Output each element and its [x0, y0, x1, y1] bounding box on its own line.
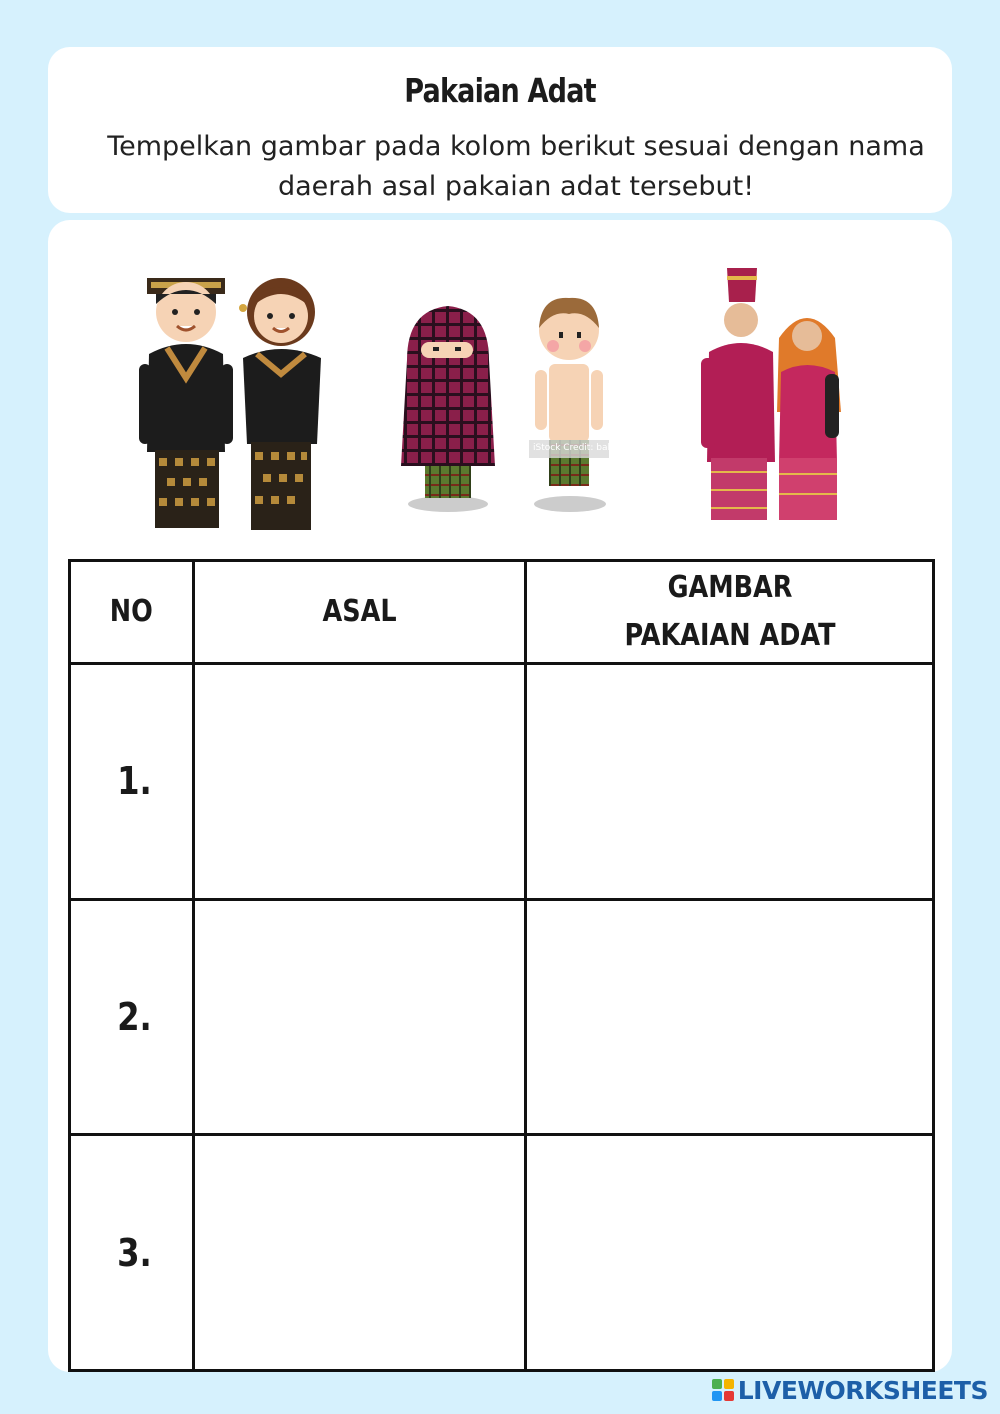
header-asal: ASAL [194, 561, 526, 664]
gambar-drop-cell[interactable] [526, 664, 934, 900]
row-number: 2. [70, 899, 194, 1135]
watermark-text: iStock Credit: bakhtiar_zein [533, 443, 657, 453]
table-header-row [70, 561, 934, 664]
liveworksheets-brand [712, 1374, 988, 1406]
table-row [70, 1135, 934, 1371]
header-card [48, 47, 952, 213]
instructions-text: Tempelkan gambar pada kolom berikut sesuai dengan nama daerah asal pakaian adat tersebut! [107, 131, 925, 202]
liveworksheets-logo-icon [712, 1379, 734, 1401]
brand-name: LIVEWORKSHEETS [737, 1375, 988, 1405]
header-no: NO [70, 561, 194, 664]
javanese-couple-illustration[interactable] [125, 268, 335, 536]
gambar-drop-cell[interactable] [526, 899, 934, 1135]
worksheet-table [68, 559, 935, 1372]
page-title: Pakaian Adat [404, 71, 596, 110]
gambar-drop-cell[interactable] [526, 1135, 934, 1371]
bajau-pair-illustration[interactable] [385, 290, 657, 518]
asal-drop-cell[interactable] [194, 1135, 526, 1371]
asal-drop-cell[interactable] [194, 899, 526, 1135]
table-row [70, 899, 934, 1135]
malay-couple-photo[interactable] [695, 262, 845, 524]
table-row [70, 664, 934, 900]
row-number: 1. [70, 664, 194, 900]
row-number: 3. [70, 1135, 194, 1371]
asal-drop-cell[interactable] [194, 664, 526, 900]
header-gambar: GAMBAR PAKAIAN ADAT [526, 561, 934, 664]
